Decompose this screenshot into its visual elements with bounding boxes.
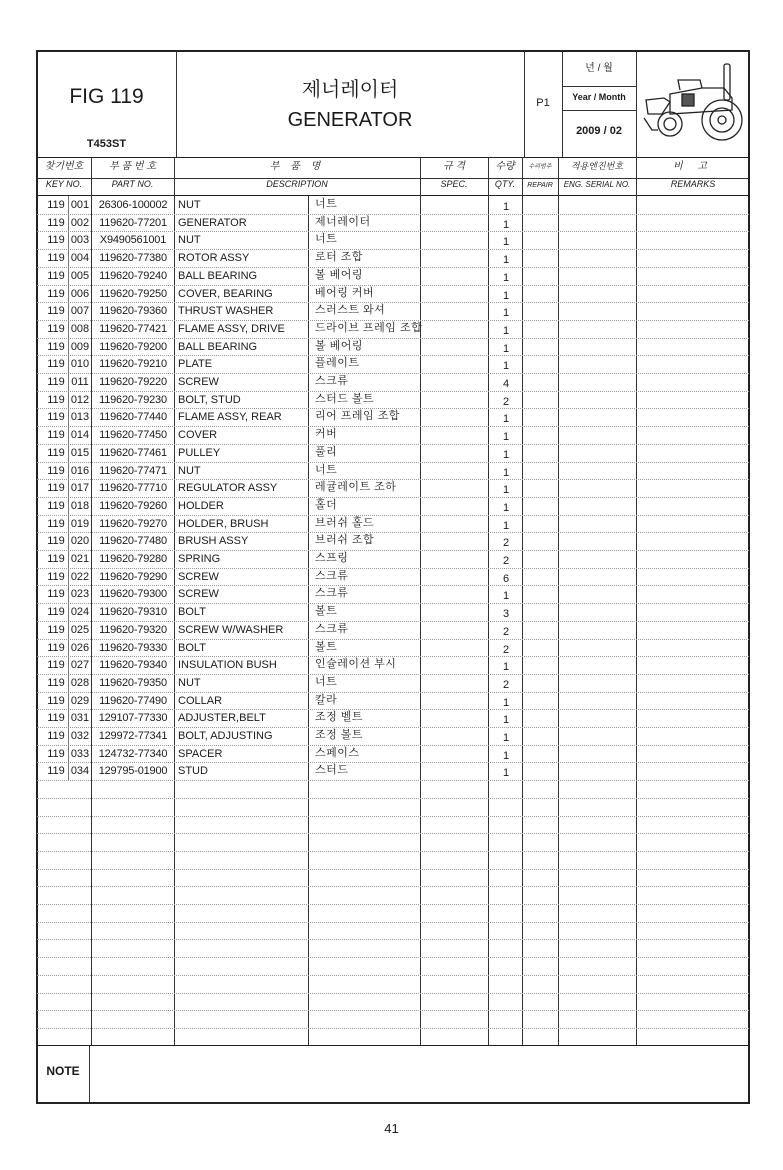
quantity: 2 — [502, 396, 510, 408]
description-kr: 브러쉬 조합 — [315, 534, 375, 546]
row-rule — [37, 851, 749, 852]
part-number: 119620-79240 — [99, 270, 167, 282]
row-rule — [37, 267, 749, 268]
description-kr: 스크류 — [315, 587, 349, 599]
description-kr: 스크류 — [315, 375, 349, 387]
row-rule — [37, 1010, 749, 1011]
description-en: HOLDER — [178, 500, 224, 512]
description-en: COVER, BEARING — [178, 288, 273, 300]
page-number: 41 — [384, 1121, 399, 1136]
description-en: NUT — [178, 199, 201, 211]
header-divider — [636, 51, 637, 157]
key-number: 005 — [70, 270, 90, 282]
key-number: 003 — [70, 234, 90, 246]
description-kr: 볼트 — [315, 641, 338, 653]
part-number: 119620-79230 — [99, 394, 167, 406]
fig-code: 119 — [47, 482, 65, 494]
row-rule — [37, 355, 749, 356]
description-kr: 조정 벨트 — [315, 711, 364, 723]
description-en: SPACER — [178, 748, 223, 760]
note-label: NOTE — [46, 1064, 80, 1078]
fig-code: 119 — [47, 270, 65, 282]
description-en: SCREW — [178, 571, 219, 583]
quantity: 1 — [502, 343, 510, 355]
fig-code: 119 — [47, 323, 65, 335]
fig-code: 119 — [47, 394, 65, 406]
quantity: 3 — [502, 608, 510, 620]
quantity: 1 — [502, 219, 510, 231]
header-divider — [562, 86, 636, 87]
row-rule — [37, 568, 749, 569]
key-number: 013 — [70, 411, 90, 423]
row-rule — [37, 957, 749, 958]
description-en: SCREW — [178, 376, 219, 388]
fig-code: 119 — [47, 712, 65, 724]
quantity: 1 — [502, 502, 510, 514]
description-kr: 레귤레이트 조하 — [315, 481, 397, 493]
key-number: 004 — [70, 252, 90, 264]
description-kr: 볼 베어링 — [315, 340, 364, 352]
description-kr: 너트 — [315, 676, 338, 688]
description-kr: 홀더 — [315, 499, 338, 511]
column-line — [174, 157, 175, 1045]
note-divider — [37, 1045, 749, 1046]
row-rule — [37, 869, 749, 870]
description-en: BOLT — [178, 642, 206, 654]
part-number: 119620-77471 — [99, 465, 167, 477]
row-rule — [37, 214, 749, 215]
description-kr: 스러스트 와셔 — [315, 304, 386, 316]
part-number: 119620-79250 — [99, 288, 167, 300]
key-number: 001 — [70, 199, 90, 211]
tractor-icon — [640, 58, 748, 150]
description-kr: 베어링 커버 — [315, 287, 375, 299]
fig-code: 119 — [47, 765, 65, 777]
part-number: 119620-79200 — [99, 341, 167, 353]
key-number: 027 — [70, 659, 90, 671]
fig-code: 119 — [47, 341, 65, 353]
key-number: 033 — [70, 748, 90, 760]
column-header-bottom — [37, 195, 749, 196]
description-en: REGULATOR ASSY — [178, 482, 278, 494]
row-rule — [37, 550, 749, 551]
row-rule — [37, 285, 749, 286]
part-number: 119620-79220 — [99, 376, 167, 388]
quantity: 1 — [502, 467, 510, 479]
part-number: 119620-79210 — [99, 358, 167, 370]
key-number: 011 — [71, 376, 89, 388]
fig-code: 119 — [47, 199, 65, 211]
quantity: 4 — [502, 378, 510, 390]
description-en: GENERATOR — [178, 217, 247, 229]
row-rule — [37, 1028, 749, 1029]
description-kr: 스프링 — [315, 552, 349, 564]
fig-code: 119 — [47, 588, 65, 600]
part-number: 119620-79360 — [99, 305, 167, 317]
col-part-kr: 부 품 번 호 — [109, 161, 156, 172]
row-rule — [37, 674, 749, 675]
quantity: 1 — [502, 484, 510, 496]
part-number: 129795-01900 — [98, 765, 168, 777]
description-en: SCREW — [178, 588, 219, 600]
quantity: 1 — [502, 590, 510, 602]
col-qty-en: QTY. — [494, 179, 516, 189]
col-desc-kr: 부 품 명 — [269, 161, 325, 172]
row-rule — [37, 515, 749, 516]
key-number: 034 — [70, 765, 90, 777]
row-rule — [37, 603, 749, 604]
fig-code: 119 — [47, 553, 65, 565]
part-number: 119620-79260 — [99, 500, 167, 512]
fig-code: 119 — [47, 217, 65, 229]
row-rule — [37, 302, 749, 303]
key-number: 024 — [70, 606, 90, 618]
fig-code: 119 — [47, 411, 65, 423]
description-kr: 스크류 — [315, 623, 349, 635]
description-kr: 볼 베어링 — [315, 269, 364, 281]
row-rule — [37, 249, 749, 250]
description-kr: 제너레이터 — [315, 216, 371, 228]
quantity: 2 — [502, 626, 510, 638]
fig-code: 119 — [47, 695, 65, 707]
column-line — [636, 157, 637, 1045]
description-en: NUT — [178, 465, 201, 477]
part-number: 129972-77341 — [98, 730, 168, 742]
description-en: PULLEY — [178, 447, 221, 459]
quantity: 2 — [502, 537, 510, 549]
quantity: 1 — [502, 360, 510, 372]
description-en: BALL BEARING — [178, 341, 258, 353]
key-number: 015 — [70, 447, 90, 459]
quantity: 1 — [502, 449, 510, 461]
fig-code: 119 — [47, 288, 65, 300]
part-number: 119620-79330 — [99, 642, 167, 654]
header-divider — [562, 110, 636, 111]
description-kr: 리어 프레임 조합 — [315, 410, 400, 422]
fig-code: 119 — [47, 748, 65, 760]
part-number: 119620-77461 — [99, 447, 167, 459]
quantity: 2 — [502, 679, 510, 691]
row-rule — [37, 532, 749, 533]
fig-code: 119 — [47, 606, 65, 618]
row-rule — [37, 426, 749, 427]
description-en: BOLT, ADJUSTING — [178, 730, 273, 742]
key-number: 018 — [70, 500, 90, 512]
quantity: 1 — [502, 201, 510, 213]
key-number: 023 — [70, 588, 90, 600]
part-number: 119620-79280 — [99, 553, 167, 565]
key-number: 032 — [70, 730, 90, 742]
description-en: SPRING — [178, 553, 221, 565]
part-number: 119620-77450 — [99, 429, 167, 441]
key-number: 009 — [70, 341, 90, 353]
quantity: 2 — [502, 644, 510, 656]
description-kr: 너트 — [315, 233, 338, 245]
description-kr: 플레이트 — [315, 357, 360, 369]
row-rule — [37, 833, 749, 834]
col-key-en: KEY NO. — [45, 179, 83, 189]
row-rule — [37, 621, 749, 622]
col-serial-kr: 적용엔진번호 — [570, 161, 624, 171]
row-rule — [37, 391, 749, 392]
header-divider — [176, 51, 177, 157]
part-number: 119620-77480 — [99, 535, 167, 547]
description-kr: 브러쉬 홀드 — [315, 517, 375, 529]
quantity: 1 — [502, 767, 510, 779]
col-repair-kr: 수리범주 — [528, 164, 552, 170]
fig-code: 119 — [47, 659, 65, 671]
part-number: 129107-77330 — [98, 712, 168, 724]
description-en: NUT — [178, 677, 201, 689]
col-spec-en: SPEC. — [440, 179, 468, 189]
description-kr: 스크류 — [315, 570, 349, 582]
description-en: FLAME ASSY, REAR — [178, 411, 282, 423]
part-number: 119620-79340 — [99, 659, 167, 671]
description-en: BALL BEARING — [178, 270, 258, 282]
row-rule — [37, 585, 749, 586]
col-key-kr: 찾기번호 — [44, 161, 84, 172]
description-kr: 칼라 — [315, 694, 338, 706]
key-number: 012 — [70, 394, 90, 406]
description-en: SCREW W/WASHER — [178, 624, 284, 636]
key-number: 017 — [70, 482, 90, 494]
quantity: 1 — [502, 520, 510, 532]
part-number: 119620-79300 — [99, 588, 167, 600]
revision-date: 2009 / 02 — [576, 125, 622, 137]
quantity: 1 — [502, 732, 510, 744]
description-kr: 인슐레이션 부시 — [315, 658, 397, 670]
description-kr: 커버 — [315, 428, 338, 440]
description-en: INSULATION BUSH — [178, 659, 277, 671]
fig-code: 119 — [47, 571, 65, 583]
key-number: 014 — [70, 429, 90, 441]
part-number: 119620-79320 — [99, 624, 167, 636]
description-en: ROTOR ASSY — [178, 252, 250, 264]
description-en: COLLAR — [178, 695, 223, 707]
quantity: 1 — [502, 325, 510, 337]
description-kr: 너트 — [315, 198, 338, 210]
description-en: BOLT — [178, 606, 206, 618]
year-month-en: Year / Month — [572, 92, 626, 102]
quantity: 2 — [502, 555, 510, 567]
description-en: BRUSH ASSY — [178, 535, 249, 547]
row-rule — [37, 462, 749, 463]
part-number: 119620-77710 — [99, 482, 167, 494]
page-code: P1 — [536, 97, 550, 109]
description-en: COVER — [178, 429, 218, 441]
description-en: PLATE — [178, 358, 213, 370]
description-kr: 너트 — [315, 464, 338, 476]
column-line — [420, 157, 421, 1045]
title-korean: 제너레이터 — [301, 79, 399, 101]
row-rule — [37, 922, 749, 923]
quantity: 1 — [502, 254, 510, 266]
quantity: 1 — [502, 750, 510, 762]
row-rule — [37, 745, 749, 746]
quantity: 1 — [502, 431, 510, 443]
part-number: 119620-77380 — [99, 252, 167, 264]
key-number: 006 — [70, 288, 90, 300]
description-en: HOLDER, BRUSH — [178, 518, 269, 530]
row-rule — [37, 479, 749, 480]
fig-code: 119 — [47, 252, 65, 264]
description-en: STUD — [178, 765, 208, 777]
fig-code: 119 — [47, 234, 65, 246]
row-rule — [37, 497, 749, 498]
col-serial-en: ENG. SERIAL NO. — [563, 180, 631, 189]
header-bottom-line — [37, 157, 749, 158]
row-rule — [37, 709, 749, 710]
row-rule — [37, 816, 749, 817]
fig-code: 119 — [47, 518, 65, 530]
quantity: 1 — [502, 661, 510, 673]
key-number: 010 — [70, 358, 90, 370]
key-number: 022 — [70, 571, 90, 583]
description-en: BOLT, STUD — [178, 394, 241, 406]
quantity: 1 — [502, 697, 510, 709]
key-number: 026 — [70, 642, 90, 654]
key-number: 016 — [70, 465, 90, 477]
row-rule — [37, 338, 749, 339]
key-number: 008 — [70, 323, 90, 335]
description-kr: 로터 조합 — [315, 251, 364, 263]
row-rule — [37, 975, 749, 976]
description-en: THRUST WASHER — [178, 305, 274, 317]
description-kr: 풀리 — [315, 446, 338, 458]
description-kr: 스터드 — [315, 764, 349, 776]
quantity: 1 — [502, 236, 510, 248]
fig-code: 119 — [47, 465, 65, 477]
col-repair-en: REPAIR — [527, 182, 553, 189]
part-number: 119620-77201 — [99, 217, 167, 229]
column-line — [558, 157, 559, 1045]
quantity: 1 — [502, 272, 510, 284]
quantity: 1 — [502, 307, 510, 319]
part-number: 119620-77421 — [99, 323, 167, 335]
fig-number: FIG 119 — [69, 85, 144, 108]
fig-code: 119 — [47, 535, 65, 547]
key-number: 031 — [70, 712, 90, 724]
description-kr: 드라이브 프레임 조합 — [315, 322, 423, 334]
part-number: 26306-100002 — [98, 199, 168, 211]
col-remarks-kr: 비 고 — [672, 161, 714, 172]
row-rule — [37, 408, 749, 409]
col-qty-kr: 수량 — [495, 161, 515, 172]
row-rule — [37, 692, 749, 693]
row-rule — [37, 231, 749, 232]
description-kr: 스페이스 — [315, 747, 360, 759]
key-number: 025 — [70, 624, 90, 636]
key-number: 019 — [70, 518, 90, 530]
description-kr: 스터드 볼트 — [315, 393, 375, 405]
row-rule — [37, 798, 749, 799]
row-rule — [37, 886, 749, 887]
model-code: T453ST — [86, 138, 127, 150]
fig-code: 119 — [47, 376, 65, 388]
part-number: 119620-77440 — [99, 411, 167, 423]
year-month-kr: 년 / 월 — [585, 63, 613, 74]
quantity: 6 — [502, 573, 510, 585]
key-number: 028 — [70, 677, 90, 689]
row-rule — [37, 656, 749, 657]
row-rule — [37, 939, 749, 940]
description-en: ADJUSTER,BELT — [178, 712, 266, 724]
row-rule — [37, 762, 749, 763]
fig-code: 119 — [47, 429, 65, 441]
col-part-en: PART NO. — [111, 179, 154, 189]
fig-code: 119 — [47, 500, 65, 512]
quantity: 1 — [502, 413, 510, 425]
col-spec-kr: 규 격 — [442, 161, 466, 172]
row-rule — [37, 780, 749, 781]
fig-code: 119 — [47, 358, 65, 370]
description-kr: 조정 볼트 — [315, 729, 364, 741]
description-kr: 볼트 — [315, 605, 338, 617]
part-number: 119620-79290 — [99, 571, 167, 583]
fig-code: 119 — [47, 447, 65, 459]
fig-code: 119 — [47, 642, 65, 654]
fig-code: 119 — [47, 677, 65, 689]
fig-code: 119 — [47, 624, 65, 636]
key-number: 002 — [70, 217, 90, 229]
part-number: 119620-77490 — [99, 695, 167, 707]
fig-code: 119 — [47, 305, 65, 317]
key-number: 021 — [70, 553, 90, 565]
row-rule — [37, 639, 749, 640]
quantity: 1 — [502, 290, 510, 302]
part-number: 119620-79310 — [99, 606, 167, 618]
row-rule — [37, 444, 749, 445]
fig-code: 119 — [47, 730, 65, 742]
part-number: X9490561001 — [99, 234, 167, 246]
note-column-line — [89, 1046, 90, 1103]
key-number: 007 — [70, 305, 90, 317]
part-number: 124732-77340 — [98, 748, 168, 760]
row-rule — [37, 904, 749, 905]
title-english: GENERATOR — [287, 109, 413, 131]
key-number: 029 — [70, 695, 90, 707]
description-en: NUT — [178, 234, 201, 246]
key-number: 020 — [70, 535, 90, 547]
quantity: 1 — [502, 714, 510, 726]
part-number: 119620-79350 — [99, 677, 167, 689]
row-rule — [37, 727, 749, 728]
part-number: 119620-79270 — [99, 518, 167, 530]
description-en: FLAME ASSY, DRIVE — [178, 323, 285, 335]
row-rule — [37, 373, 749, 374]
col-desc-en: DESCRIPTION — [266, 179, 328, 189]
row-rule — [37, 993, 749, 994]
row-rule — [37, 320, 749, 321]
col-remarks-en: REMARKS — [670, 179, 716, 189]
